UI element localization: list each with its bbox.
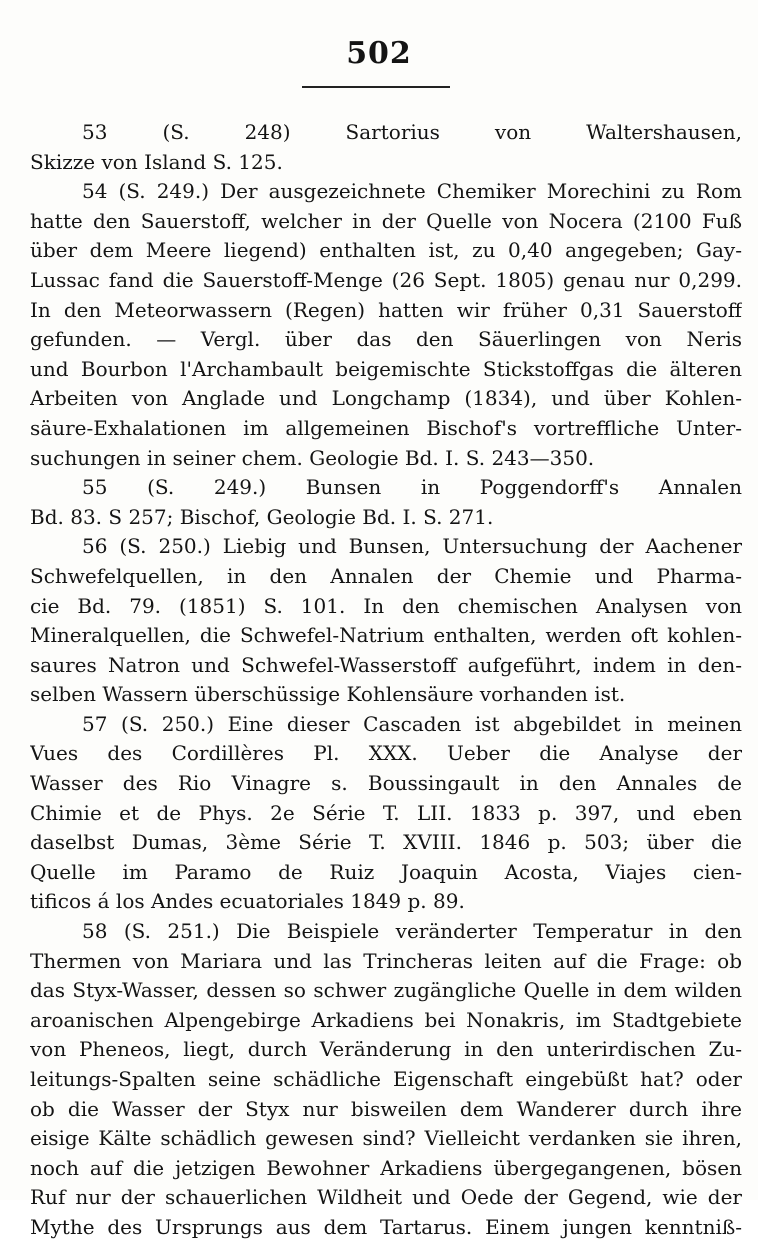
text-line: hatte den Sauerstoff, welcher in der Quelle von Nocera (2100 Fuß bbox=[30, 208, 742, 233]
header-rule bbox=[302, 86, 450, 88]
text-line: Mythe des Ursprungs aus dem Tartarus. Einem jungen kenntniß- bbox=[30, 1214, 742, 1239]
text-line: saures Natron und Schwefel-Wasserstoff aufgeführt, indem in den- bbox=[30, 652, 742, 677]
footnote-54-line-1: 54 (S. 249.) Der ausgezeichnete Chemiker Morechini zu Rom bbox=[82, 179, 742, 204]
text-line: Thermen von Mariara und las Trincheras leiten auf die Frage: ob bbox=[30, 948, 742, 973]
text-line: aroanischen Alpengebirge Arkadiens bei Nonakris, im Stadtgebiete bbox=[30, 1007, 742, 1032]
text-line: über dem Meere liegend) enthalten ist, zu 0,40 angegeben; Gay- bbox=[30, 238, 742, 263]
text-line: eisige Kälte schädlich gewesen sind? Vielleicht verdanken sie ihren, bbox=[30, 1126, 742, 1151]
footnote-57-line-1: 57 (S. 250.) Eine dieser Cascaden ist abgebildet in meinen bbox=[82, 711, 742, 736]
text-line: Schwefelquellen, in den Annalen der Chemie und Pharma- bbox=[30, 563, 742, 588]
text-line: leitungs-Spalten seine schädliche Eigenschaft eingebüßt hat? oder bbox=[30, 1067, 742, 1091]
text-line: Chimie et de Phys. 2e Série T. LII. 1833 p. 397, und eben bbox=[30, 800, 742, 825]
text-line: Mineralquellen, die Schwefel-Natrium enthalten, werden oft kohlen- bbox=[30, 623, 742, 648]
footnote-53-line-1: 53 (S. 248) Sartorius von Waltershausen, bbox=[82, 120, 742, 144]
text-line: von Pheneos, liegt, durch Veränderung in den unterirdischen Zu- bbox=[30, 1037, 742, 1062]
text-line: Quelle im Paramo de Ruiz Joaquin Acosta, Viajes cien- bbox=[30, 859, 742, 884]
text-line: noch auf die jetzigen Bewohner Arkadiens übergegangenen, bösen bbox=[30, 1155, 742, 1180]
text-line: Lussac fand die Sauerstoff-Menge (26 Sept. 1805) genau nur 0,299. bbox=[30, 267, 742, 292]
text-line: Vues des Cordillères Pl. XXX. Ueber die Analyse der bbox=[30, 741, 742, 766]
page-number: 502 bbox=[346, 36, 412, 71]
footnote-53-line-2: Skizze von Island S. 125. bbox=[30, 149, 283, 174]
text-line: und Bourbon l'Archambault beigemischte Stickstoffgas die älteren bbox=[30, 356, 742, 381]
text-line: säure-Exhalationen im allgemeinen Bischof's vortreffliche Unter- bbox=[30, 415, 742, 440]
text-line: In den Meteorwassern (Regen) hatten wir früher 0,31 Sauerstoff bbox=[30, 297, 742, 322]
footnote-55-line-1: 55 (S. 249.) Bunsen in Poggendorff's Annalen bbox=[82, 475, 742, 500]
text-line: Arbeiten von Anglade und Longchamp (1834), und über Kohlen- bbox=[30, 386, 742, 411]
text-line: gefunden. — Vergl. über das den Säuerlingen von Neris bbox=[30, 327, 742, 352]
text-line: das Styx-Wasser, dessen so schwer zugängliche Quelle in dem wilden bbox=[30, 978, 742, 1003]
text-line: cie Bd. 79. (1851) S. 101. In den chemischen Analysen von bbox=[30, 593, 742, 618]
text-line: ob die Wasser der Styx nur bisweilen dem Wanderer durch ihre bbox=[30, 1096, 742, 1121]
text-line: selben Wassern überschüssige Kohlensäure vorhanden ist. bbox=[30, 682, 626, 707]
footnote-58-line-1: 58 (S. 251.) Die Beispiele veränderter Temperatur in den bbox=[82, 919, 742, 944]
text-line: tificos á los Andes ecuatoriales 1849 p. 89. bbox=[30, 889, 465, 914]
footnote-56-line-1: 56 (S. 250.) Liebig und Bunsen, Untersuchung der Aachener bbox=[82, 534, 742, 559]
text-line: Ruf nur der schauerlichen Wildheit und Oede der Gegend, wie der bbox=[30, 1185, 742, 1210]
text-line: suchungen in seiner chem. Geologie Bd. I. S. 243—350. bbox=[30, 445, 595, 470]
text-line: Wasser des Rio Vinagre s. Boussingault in den Annales de bbox=[30, 771, 742, 796]
footnotes-text bbox=[30, 118, 742, 1243]
text-line: Bd. 83. S 257; Bischof, Geologie Bd. I. S. 271. bbox=[30, 504, 494, 529]
text-line: daselbst Dumas, 3ème Série T. XVIII. 1846 p. 503; über die bbox=[30, 830, 742, 855]
